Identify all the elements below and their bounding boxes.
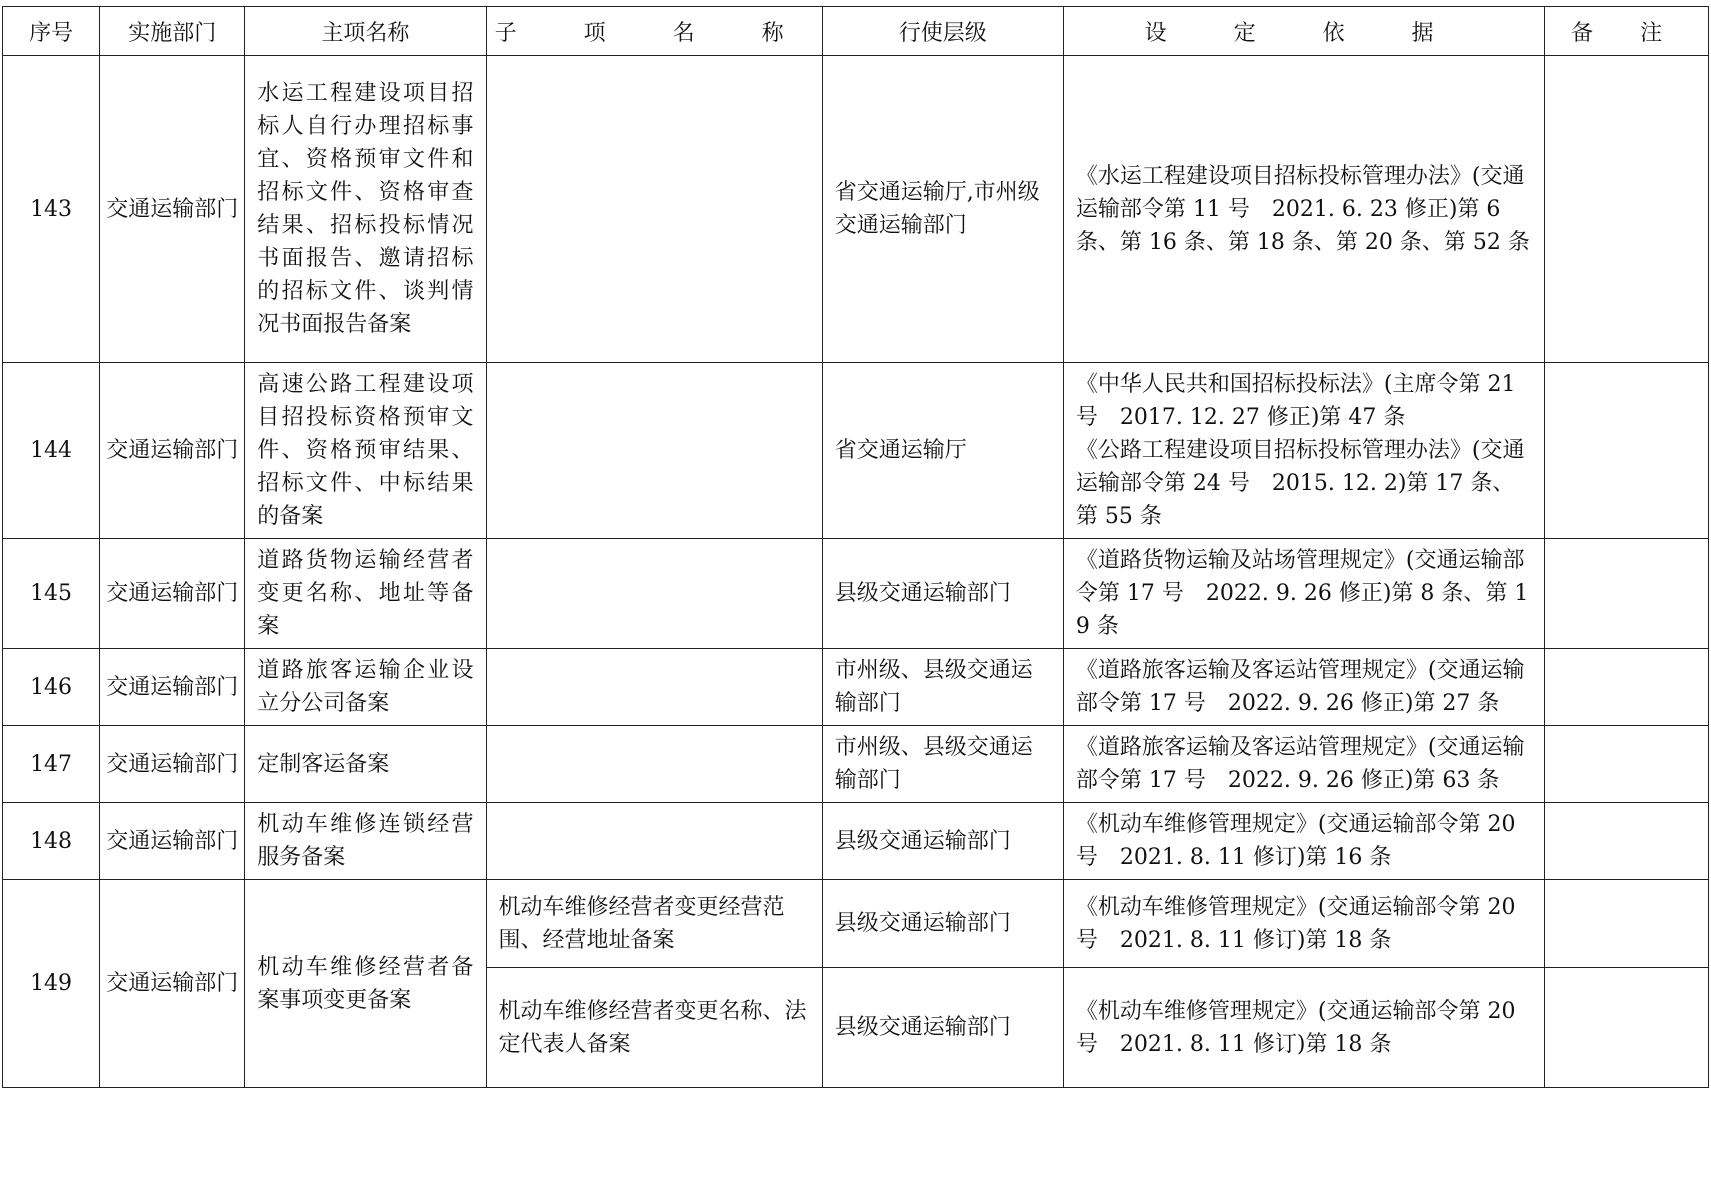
header-sub: 子 项 名 称	[486, 7, 822, 56]
row-dept: 交通运输部门	[100, 880, 245, 1088]
row-basis: 《中华人民共和国招标投标法》(主席令第 21 号 2017. 12. 27 修正)第 47 条 《公路工程建设项目招标投标管理办法》(交通运输部令第 24 号 2015. 12. 2)第 17 条、第 55 条	[1063, 363, 1544, 539]
row-level: 县级交通运输部门	[822, 539, 1063, 649]
table-row	[3, 539, 1709, 649]
row-basis: 《道路旅客运输及客运站管理规定》(交通运输部令第 17 号 2022. 9. 26 修正)第 63 条	[1063, 726, 1544, 803]
row-main: 定制客运备案	[245, 726, 486, 803]
table-row	[3, 56, 1709, 363]
table-row	[3, 649, 1709, 726]
row-basis: 《机动车维修管理规定》(交通运输部令第 20 号 2021. 8. 11 修订)第 18 条	[1063, 968, 1544, 1088]
row-sub: 机动车维修经营者变更经营范围、经营地址备案	[486, 880, 822, 968]
row-dept: 交通运输部门	[100, 56, 245, 363]
row-note	[1545, 649, 1709, 726]
row-level: 市州级、县级交通运输部门	[822, 726, 1063, 803]
table-row	[3, 803, 1709, 880]
row-sub	[486, 803, 822, 880]
row-level: 县级交通运输部门	[822, 880, 1063, 968]
row-basis: 《水运工程建设项目招标投标管理办法》(交通运输部令第 11 号 2021. 6. 23 修正)第 6 条、第 16 条、第 18 条、第 20 条、第 52 条	[1063, 56, 1544, 363]
row-no: 144	[3, 363, 100, 539]
row-note	[1545, 880, 1709, 968]
row-basis: 《道路货物运输及站场管理规定》(交通运输部令第 17 号 2022. 9. 26 修正)第 8 条、第 19 条	[1063, 539, 1544, 649]
row-level: 县级交通运输部门	[822, 803, 1063, 880]
row-level: 县级交通运输部门	[822, 968, 1063, 1088]
row-main: 道路货物运输经营者变更名称、地址等备案	[245, 539, 486, 649]
row-note	[1545, 56, 1709, 363]
row-no: 145	[3, 539, 100, 649]
table-row	[3, 726, 1709, 803]
header-note: 备 注	[1545, 7, 1709, 56]
header-main: 主项名称	[245, 7, 486, 56]
header-row	[3, 7, 1709, 56]
row-no: 143	[3, 56, 100, 363]
row-note	[1545, 539, 1709, 649]
row-dept: 交通运输部门	[100, 803, 245, 880]
row-sub	[486, 539, 822, 649]
row-sub: 机动车维修经营者变更名称、法定代表人备案	[486, 968, 822, 1088]
row-level: 省交通运输厅,市州级交通运输部门	[822, 56, 1063, 363]
row-main: 机动车维修连锁经营服务备案	[245, 803, 486, 880]
row-sub	[486, 363, 822, 539]
row-basis: 《机动车维修管理规定》(交通运输部令第 20 号 2021. 8. 11 修订)第 16 条	[1063, 803, 1544, 880]
row-note	[1545, 803, 1709, 880]
row-main: 水运工程建设项目招标人自行办理招标事宜、资格预审文件和招标文件、资格审查结果、招标投标情况书面报告、邀请招标的招标文件、谈判情况书面报告备案	[245, 56, 486, 363]
item-table	[2, 6, 1709, 1088]
row-level: 市州级、县级交通运输部门	[822, 649, 1063, 726]
row-no: 146	[3, 649, 100, 726]
row-sub	[486, 649, 822, 726]
row-note	[1545, 968, 1709, 1088]
row-note	[1545, 726, 1709, 803]
header-level: 行使层级	[822, 7, 1063, 56]
row-note	[1545, 363, 1709, 539]
row-sub	[486, 726, 822, 803]
header-no: 序号	[3, 7, 100, 56]
header-dept: 实施部门	[100, 7, 245, 56]
row-no: 147	[3, 726, 100, 803]
row-dept: 交通运输部门	[100, 363, 245, 539]
row-basis: 《机动车维修管理规定》(交通运输部令第 20 号 2021. 8. 11 修订)第 18 条	[1063, 880, 1544, 968]
table-row	[3, 363, 1709, 539]
row-dept: 交通运输部门	[100, 649, 245, 726]
row-no: 148	[3, 803, 100, 880]
row-no: 149	[3, 880, 100, 1088]
table-row	[3, 880, 1709, 968]
row-level: 省交通运输厅	[822, 363, 1063, 539]
row-main: 机动车维修经营者备案事项变更备案	[245, 880, 486, 1088]
row-dept: 交通运输部门	[100, 726, 245, 803]
row-dept: 交通运输部门	[100, 539, 245, 649]
row-main: 高速公路工程建设项目招投标资格预审文件、资格预审结果、招标文件、中标结果的备案	[245, 363, 486, 539]
row-basis: 《道路旅客运输及客运站管理规定》(交通运输部令第 17 号 2022. 9. 26 修正)第 27 条	[1063, 649, 1544, 726]
row-main: 道路旅客运输企业设立分公司备案	[245, 649, 486, 726]
row-sub	[486, 56, 822, 363]
header-basis: 设 定 依 据	[1063, 7, 1544, 56]
